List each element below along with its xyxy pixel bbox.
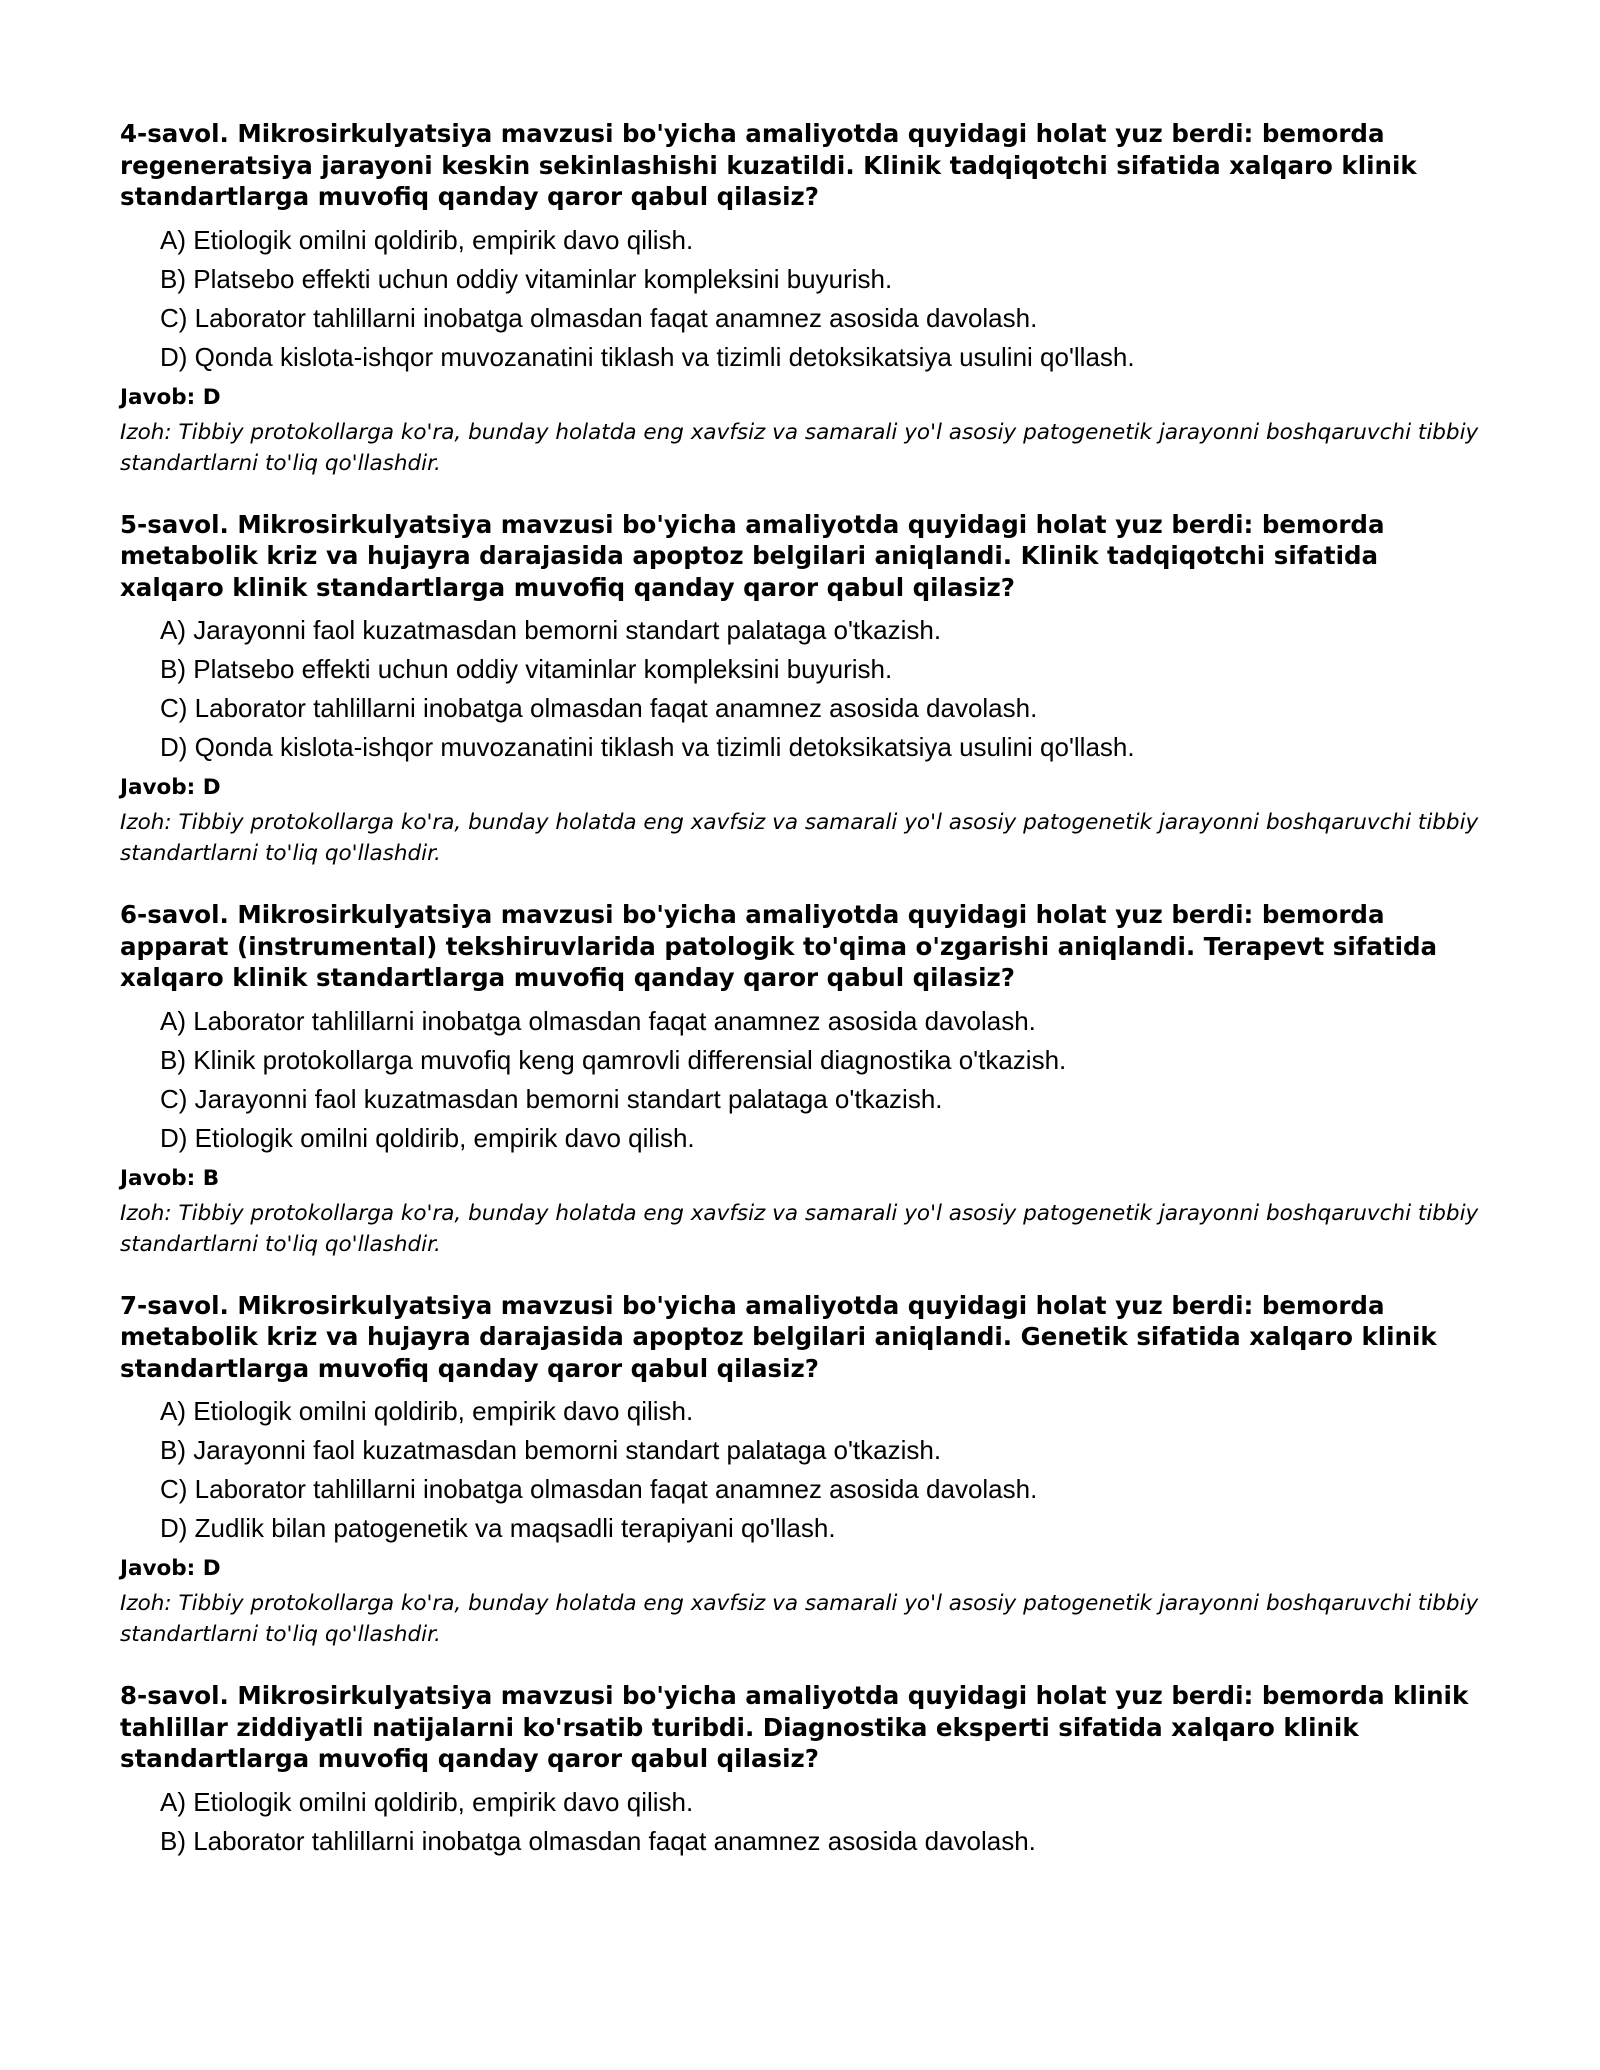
option-c: C) Laborator tahlillarni inobatga olmasdan faqat anamnez asosida davolash. [160, 1474, 1038, 1504]
option-b: B) Platsebo effekti uchun oddiy vitaminlar kompleksini buyurish. [160, 263, 893, 294]
option-a: A) Etiologik omilni qoldirib, empirik davo qilish. [160, 1396, 694, 1426]
answer: Javob: D [120, 1556, 221, 1581]
option-a: A) Etiologik omilni qoldirib, empirik davo qilish. [160, 1786, 694, 1817]
option-b: B) Laborator tahlillarni inobatga olmasdan faqat anamnez asosida davolash. [160, 1825, 1036, 1856]
option-c: C) Jarayonni faol kuzatmasdan bemorni standart palataga o'tkazish. [160, 1083, 943, 1114]
answer: Javob: B [120, 1165, 220, 1191]
question-7 [120, 1290, 1480, 1651]
question-8 [120, 1680, 1480, 1861]
options-list [120, 1392, 1480, 1548]
option-d: D) Etiologik omilni qoldirib, empirik davo qilish. [160, 1122, 695, 1153]
explanation: Izoh: Tibbiy protokollarga ko'ra, bunday holatda eng xavfsiz va samarali yo'l asosiy patogenetik jarayonni boshqaruvchi tibbiy standartlarni to'liq qo'llashdir. [120, 1591, 1479, 1647]
question-title: 4-savol. Mikrosirkulyatsiya mavzusi bo'yicha amaliyotda quyidagi holat yuz berdi: bemorda regeneratsiya jarayoni keskin sekinlashishi kuzatildi. Klinik tadqiqotchi sifatida xalqaro klinik standartlarga muvofiq qanday qaror qabul qilasiz? [120, 119, 1417, 211]
option-a: A) Laborator tahlillarni inobatga olmasdan faqat anamnez asosida davolash. [160, 1005, 1036, 1036]
options-list [120, 611, 1480, 767]
answer: Javob: D [120, 384, 221, 410]
options-list [120, 1002, 1480, 1158]
options-list [120, 221, 1480, 377]
question-6 [120, 899, 1480, 1260]
options-list [120, 1783, 1480, 1861]
option-b: B) Jarayonni faol kuzatmasdan bemorni standart palataga o'tkazish. [160, 1435, 942, 1465]
option-c: C) Laborator tahlillarni inobatga olmasdan faqat anamnez asosida davolash. [160, 693, 1038, 723]
question-title: 5-savol. Mikrosirkulyatsiya mavzusi bo'yicha amaliyotda quyidagi holat yuz berdi: bemorda metabolik kriz va hujayra darajasida apoptoz belgilari aniqlandi. Klinik tadqiqotchi sifatida xalqaro klinik standartlarga muvofiq qanday qaror qabul qilasiz? [120, 509, 1385, 602]
option-a: A) Jarayonni faol kuzatmasdan bemorni standart palataga o'tkazish. [160, 615, 942, 645]
explanation: Izoh: Tibbiy protokollarga ko'ra, bunday holatda eng xavfsiz va samarali yo'l asosiy patogenetik jarayonni boshqaruvchi tibbiy standartlarni to'liq qo'llashdir. [120, 419, 1479, 476]
question-5 [120, 509, 1480, 870]
option-d: D) Qonda kislota-ishqor muvozanatini tiklash va tizimli detoksikatsiya usulini qo'llash. [160, 341, 1135, 372]
explanation: Izoh: Tibbiy protokollarga ko'ra, bunday holatda eng xavfsiz va samarali yo'l asosiy patogenetik jarayonni boshqaruvchi tibbiy standartlarni to'liq qo'llashdir. [120, 1200, 1479, 1257]
option-d: D) Qonda kislota-ishqor muvozanatini tiklash va tizimli detoksikatsiya usulini qo'llash. [160, 732, 1135, 762]
answer: Javob: D [120, 775, 221, 800]
question-title: 7-savol. Mikrosirkulyatsiya mavzusi bo'yicha amaliyotda quyidagi holat yuz berdi: bemorda metabolik kriz va hujayra darajasida apoptoz belgilari aniqlandi. Genetik sifatida xalqaro klinik standartlarga muvofiq qanday qaror qabul qilasiz? [120, 1290, 1437, 1383]
option-c: C) Laborator tahlillarni inobatga olmasdan faqat anamnez asosida davolash. [160, 302, 1038, 333]
option-b: B) Klinik protokollarga muvofiq keng qamrovli differensial diagnostika o'tkazish. [160, 1044, 1067, 1075]
option-d: D) Zudlik bilan patogenetik va maqsadli terapiyani qo'llash. [160, 1513, 836, 1543]
explanation: Izoh: Tibbiy protokollarga ko'ra, bunday holatda eng xavfsiz va samarali yo'l asosiy patogenetik jarayonni boshqaruvchi tibbiy standartlarni to'liq qo'llashdir. [120, 810, 1479, 866]
question-title: 8-savol. Mikrosirkulyatsiya mavzusi bo'yicha amaliyotda quyidagi holat yuz berdi: bemorda klinik tahlillar ziddiyatli natijalarni ko'rsatib turibdi. Diagnostika eksperti sifatida xalqaro klinik standartlarga muvofiq qanday qaror qabul qilasiz? [120, 1681, 1469, 1773]
question-title: 6-savol. Mikrosirkulyatsiya mavzusi bo'yicha amaliyotda quyidagi holat yuz berdi: bemorda apparat (instrumental) tekshiruvlarida patologik to'qima o'zgarishi aniqlandi. Terapevt sifatida xalqaro klinik standartlarga muvofiq qanday qaror qabul qilasiz? [120, 900, 1438, 992]
option-b: B) Platsebo effekti uchun oddiy vitaminlar kompleksini buyurish. [160, 654, 893, 684]
option-a: A) Etiologik omilni qoldirib, empirik davo qilish. [160, 224, 694, 255]
question-4 [120, 118, 1480, 479]
